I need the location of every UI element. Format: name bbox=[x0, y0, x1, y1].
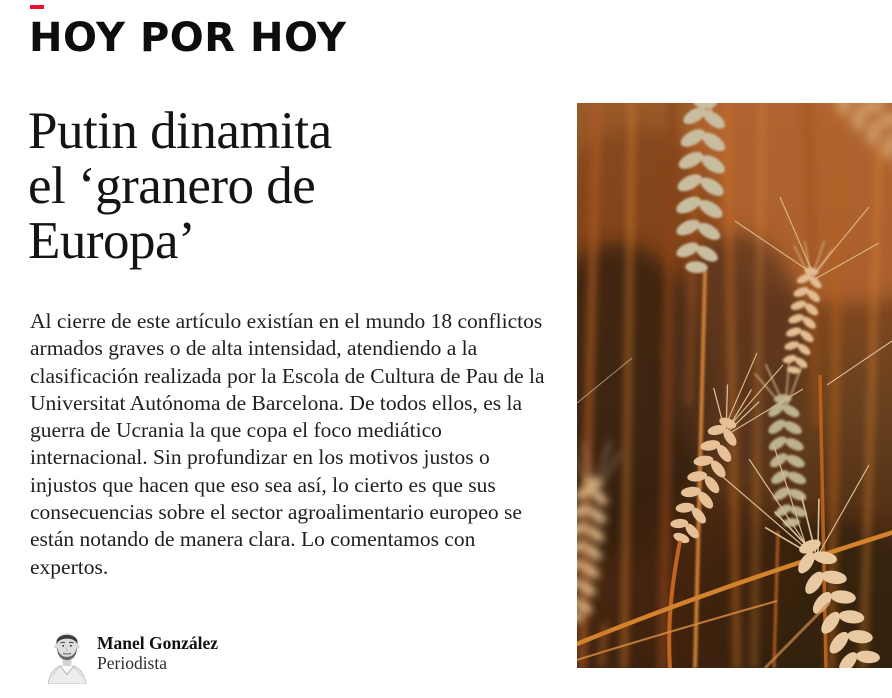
program-title: HOY POR HOY bbox=[29, 15, 347, 61]
author-byline bbox=[46, 627, 218, 685]
author-name: Manel González bbox=[97, 633, 219, 653]
headline-line-1: Putin dinamita bbox=[28, 102, 332, 160]
article-headline bbox=[28, 104, 573, 269]
author-meta bbox=[97, 627, 218, 673]
article-body: Al cierre de este artículo existían en el mundo 18 conflictos armados graves o de alta intensidad, atendiendo a la clasificación realizada por la Escola de Cultura de Pau de la Universitat Autónoma de Barcelona. De todos ellos, es la guerra de Ucrania la que copa el foco mediático internacional. Sin profundizar en los motivos justos o injustos que hacen que eso sea así, lo cierto es que sus consecuencias sobre el sector agroalimentario europeo se están notando de manera clara. Lo comentamos con expertos. bbox=[30, 309, 545, 579]
wheat-field-photo bbox=[577, 103, 892, 668]
author-role: Periodista bbox=[97, 653, 167, 673]
headline-line-2: el ‘granero de bbox=[28, 157, 316, 215]
headline-line-3: Europa’ bbox=[28, 212, 196, 270]
author-avatar bbox=[46, 627, 88, 684]
red-tick-mark bbox=[30, 5, 44, 9]
